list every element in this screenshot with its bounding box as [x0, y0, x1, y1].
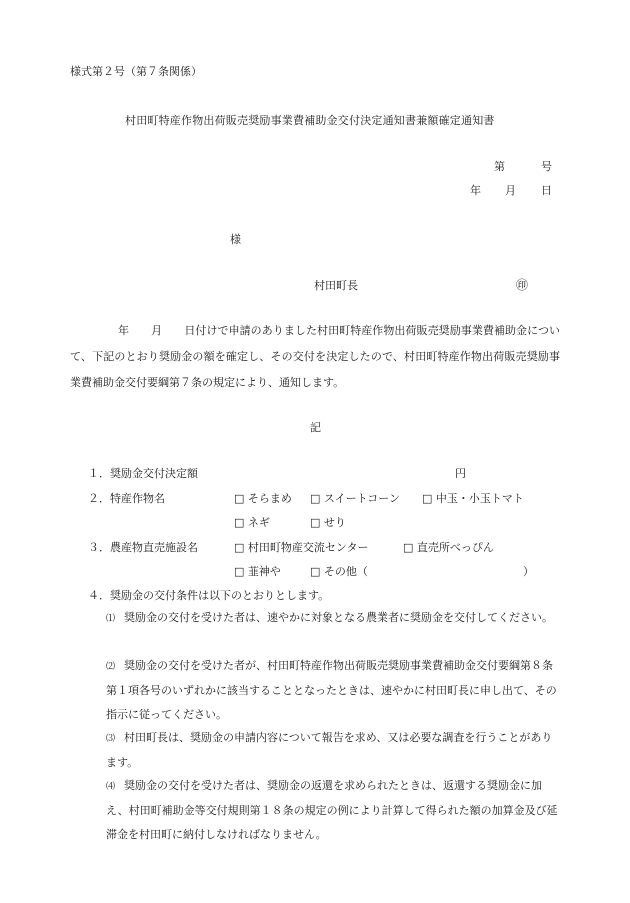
facility-option-nirakamiya[interactable]: □ 韮神や [234, 565, 281, 578]
facility-option-other[interactable]: □ その他（ [310, 565, 368, 578]
item-crops-label: ２．特産作物名 [88, 492, 165, 505]
condition-2 [106, 654, 560, 727]
crop-option-seri[interactable]: □ せり [310, 516, 346, 529]
item-amount-unit: 円 [455, 467, 466, 480]
date-year: 年 [470, 184, 481, 197]
condition-text: 村田町長は、奨励金の申請内容について報告を求め、又は必要な調査を行うことがあります。 [106, 731, 553, 769]
doc-number-prefix: 第 [494, 160, 505, 173]
condition-4 [106, 774, 560, 847]
condition-text: 奨励金の交付を受けた者が、村田町特産作物出荷販売奨励事業費補助金交付要綱第８条第１項各号のいずれかに該当することとなったときは、速やかに村田町長に申し出て、その指示に従ってください。 [106, 659, 557, 721]
item-facility-label: ３．農産物直売施設名 [88, 541, 198, 554]
condition-text: 奨励金の交付を受けた者は、速やかに対象となる農業者に奨励金を交付してください。 [124, 611, 553, 624]
ki-heading: 記 [310, 421, 321, 434]
condition-number: ⑷ [106, 782, 116, 792]
condition-text: 奨励金の交付を受けた者は、奨励金の返還を求められたときは、返還する奨励金に加え、村田町補助金等交付規則第１８条の規定の例により計算して得られた額の加算金及び延滞金を村田町に納付しなければなりません。 [106, 779, 558, 841]
recipient-suffix: 様 [230, 233, 241, 246]
document-title: 村田町特産作物出荷販売奨励事業費補助金交付決定通知書兼額確定通知書 [125, 114, 495, 127]
date-day: 日 [541, 184, 552, 197]
condition-1 [106, 606, 560, 631]
crop-option-negi[interactable]: □ ネギ [234, 516, 270, 529]
condition-number: ⑶ [106, 734, 116, 744]
condition-3 [106, 726, 560, 775]
date-month: 月 [505, 184, 516, 197]
facility-option-beppin[interactable]: □ 直売所べっぴん [403, 541, 494, 554]
seal-mark: ㊞ [516, 278, 529, 292]
body-paragraph: 年 月 日付けで申請のありました村田町特産作物出荷販売奨励事業費補助金について、下記のとおり奨励金の額を確定し、その交付を決定したので、村田町特産作物出荷販売奨励事業費補助金交付要綱第７条の規定により、通知します。 [70, 324, 560, 389]
crop-option-sweetcorn[interactable]: □ スイートコーン [310, 492, 401, 505]
condition-number: ⑴ [106, 614, 116, 624]
crop-option-soramame[interactable]: □ そらまめ [234, 492, 292, 505]
crop-option-tomato[interactable]: □ 中玉・小玉トマト [422, 492, 524, 505]
item-amount-label: １．奨励金交付決定額 [88, 467, 198, 480]
facility-option-other-close: ） [523, 565, 534, 578]
form-number: 様式第２号（第７条関係） [70, 65, 202, 78]
sender-name: 村田町長 [314, 279, 358, 292]
item-conditions-label: ４．奨励金の交付条件は以下のとおりとします。 [88, 589, 330, 602]
condition-number: ⑵ [106, 662, 116, 672]
doc-number-suffix: 号 [541, 160, 552, 173]
facility-option-bussan[interactable]: □ 村田町物産交流センター [234, 541, 369, 554]
